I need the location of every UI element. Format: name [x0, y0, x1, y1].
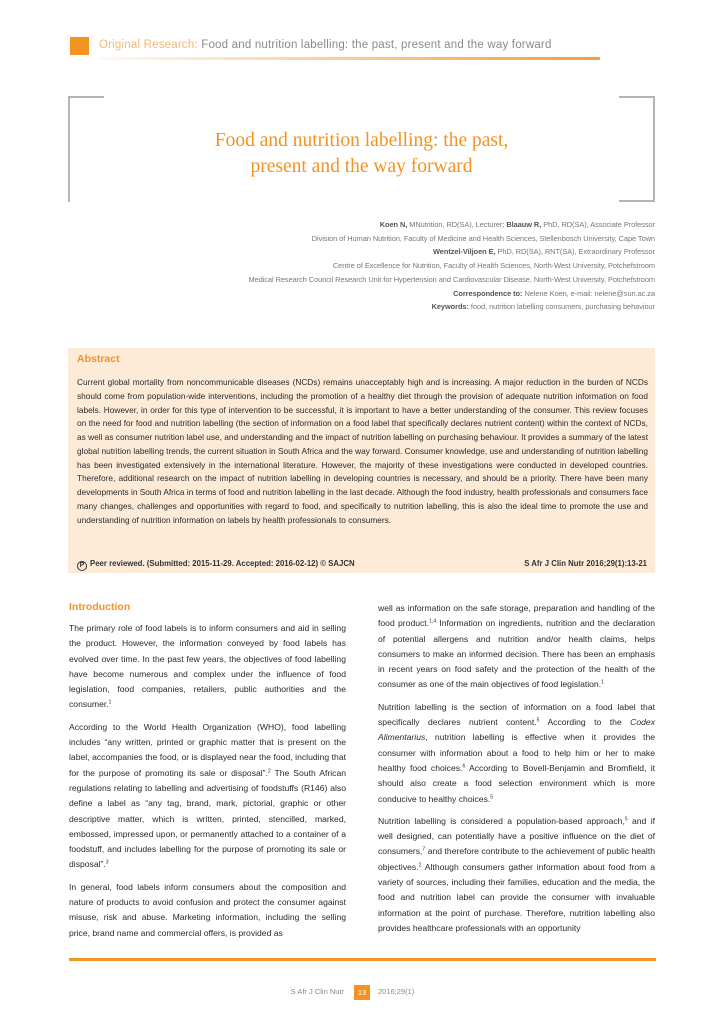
- reference-marker[interactable]: 2: [267, 768, 271, 775]
- article-title-line-1: Food and nutrition labelling: the past,: [214, 130, 509, 151]
- correspondence: [95, 287, 655, 301]
- paragraph-text: The primary role of food labels is to inform consumers and aid in selling the product. However, the information conveyed by food labels has evolved over time. In the past few years, the objectives of food labelling have become numerous and complex under the influence of food legislation, food companies, retailers, public authorities and the consumer.: [69, 623, 346, 710]
- title-box: [68, 96, 655, 202]
- keywords-label: Keywords:: [431, 302, 469, 312]
- citation: S Afr J Clin Nutr 2016;29(1):13-21: [524, 559, 647, 568]
- paragraph-text: and therefore contribute to the achievement of public health objectives.: [378, 846, 655, 872]
- peer-review-note: [77, 559, 355, 571]
- body-column-left: [69, 600, 346, 948]
- section-heading-introduction: Introduction: [69, 601, 131, 613]
- footer-rule: [69, 958, 656, 961]
- author-name: Blaauw R,: [506, 220, 542, 229]
- paragraph-text: Nutrition labelling is the section of information on a food label that specifically declares nutrient content.: [378, 701, 655, 728]
- reference-marker[interactable]: 5: [624, 816, 628, 823]
- footer-journal: S Afr J Clin Nutr: [290, 987, 344, 996]
- affiliation: Division of Human Nutrition, Faculty of Medicine and Health Sciences, Stellenbosch University, Cape Town: [311, 233, 655, 243]
- article-type-label: Original Research:: [99, 39, 198, 51]
- reference-marker[interactable]: 3: [105, 859, 109, 866]
- italic-term: Codex Alimentarius: [378, 717, 656, 743]
- abstract-heading: Abstract: [77, 353, 120, 365]
- reference-marker[interactable]: 5: [490, 794, 494, 801]
- paragraph-text: well as information on the safe storage, preparation and handling of the food product.: [378, 603, 655, 629]
- correspondence-email[interactable]: Nelene Koen, e-mail: nelene@sun.ac.za: [522, 288, 655, 298]
- paragraph: [69, 621, 346, 713]
- header-rule: [99, 57, 600, 60]
- running-header: [70, 37, 600, 57]
- page-number: 13: [354, 985, 370, 1000]
- keywords: [95, 300, 655, 314]
- author-name: Koen N,: [379, 220, 408, 229]
- paragraph-text: In general, food labels inform consumers about the composition and nature of products to avoid confusion and protect the consumer against misuse, risk and abuse. Marketing information, including the selling price, brand name and commercial offers, is provided as: [69, 881, 346, 938]
- paragraph-text: Although consumers gather information about food from a variety of sources, including their families, education and the media, the food and nutrition label can provide the consumer with invaluable information at the point of purchase. Therefore, nutrition labelling also provides healthcare professionals with an opportunity: [378, 861, 655, 933]
- body-column-right: [378, 601, 655, 943]
- author-credentials: MNutrition, RD(SA), Lecturer;: [407, 220, 507, 229]
- paragraph: [378, 601, 655, 693]
- paragraph-text: and if well designed, can potentially have a positive influence on the diet of consumers,: [378, 815, 655, 857]
- footer-volume: 2016;29(1): [378, 987, 415, 996]
- paragraph-text: Information on ingredients, nutrition and the declaration of potential allergens and nutrition and/or health claims, helps consumers to make an informed decision. There has been an emphasis in recent years on food safety and the protection of the health of the consumer as one of the main objectives of food legislation.: [378, 618, 655, 690]
- paragraph-text: The South African regulations relating to labelling and advertising of foodstuffs (R146) also define a label as “any tag, brand, mark, pictorial, graphic or other descriptive matter, which is written, printed, stencilled, marked, embossed, impressed upon, or permanently attached to a container of a foodstuff, and includes labelling for the purpose of promoting its sale or disposal”.: [69, 767, 347, 870]
- paragraph-text: According to the World Health Organization (WHO), food labelling includes “any written, printed or graphic matter that is present on the label, accompanies the food, or is displayed near the food, including that for the purpose of promoting its sale or disposal”.: [69, 721, 346, 778]
- author-line-2: [95, 245, 655, 259]
- reference-marker[interactable]: 1: [601, 679, 604, 686]
- paragraph-text: According to the: [539, 717, 631, 728]
- paragraph: [378, 700, 655, 807]
- correspondence-label: Correspondence to:: [453, 288, 523, 298]
- author-line-1: [95, 218, 655, 232]
- author-name: Wentzel-Viljoen E,: [433, 247, 496, 257]
- paragraph: [69, 720, 346, 873]
- paragraph-text: According to Bovell-Benjamin and Bromfield, it should also create a food selection environment which is more conducive to healthy choices.: [378, 762, 655, 804]
- peer-review-text: Peer reviewed. (Submitted: 2015-11-29. Accepted: 2016-02-12) © SAJCN: [90, 559, 355, 568]
- running-title-text: Food and nutrition labelling: the past, present and the way forward: [197, 39, 552, 51]
- author-credentials: PhD, RD(SA), RNT(SA), Extraordinary Professor: [495, 247, 655, 257]
- affiliation: Medical Research Council Research Unit for Hypertension and Cardiovascular Disease, North-West University, Potchefstroom: [248, 274, 655, 284]
- reference-marker[interactable]: 2: [418, 862, 422, 869]
- paragraph: [378, 814, 655, 936]
- paragraph: [69, 880, 346, 941]
- reference-marker[interactable]: 1,4: [429, 618, 437, 625]
- abstract-box: [68, 348, 655, 573]
- reference-marker[interactable]: 5: [536, 717, 540, 724]
- abstract-text: Current global mortality from noncommunicable diseases (NCDs) remains unacceptably high and is increasing. A major reduction in the burden of NCDs should come from population-wide interventions, including the promotion of a healthy diet through the provision of adequate nutrition information on food labels. However, in order for this type of intervention to be successful, it is important to have a better understanding of the consumer. This review focuses on the need for food and nutrition labelling (the section of information on a food label that specifically declares nutrient content) within the context of NCDs, as well as consumer nutrition label use, and understanding and the impact of nutrition labelling on purchasing behaviour. It provides a summary of the latest global nutrition labelling trends, the current situation in South Africa and the way forward. Consumer knowledge, use and understanding of nutrition labelling has been investigated extensively in the international literature. However, the majority of these investigations were conducted in developed countries. Therefore, additional research on the impact of nutrition labelling in developing countries is necessary, and should be a priority. There have been many developments in South Africa in terms of food and nutrition labelling in the last decade. Although the food industry, health professionals and consumers face many changes, challenges and opportunities with regard to food, and specifically to nutrition labelling, this is also the ideal time to promote the use and understanding of nutrition information on labels by health professionals to consumers.: [77, 377, 648, 525]
- paragraph-text: , nutrition labelling is effective when it provides the consumer with information about a food to help him or her to make healthy food choices.: [378, 732, 655, 773]
- paragraph-text: Nutrition labelling is considered a population-based approach,: [378, 815, 625, 826]
- peer-reviewed-icon: P: [77, 561, 87, 571]
- author-credentials: PhD, RD(SA), Associate Professor: [541, 220, 655, 229]
- affiliation: Centre of Excellence for Nutrition, Faculty of Health Sciences, North-West University, Potchefstroom: [332, 261, 655, 271]
- article-title: [68, 128, 655, 180]
- author-block: [95, 218, 655, 314]
- article-title-line-2: present and the way forward: [250, 156, 473, 177]
- page-footer: [0, 985, 724, 1000]
- keywords-text: food, nutrition labelling consumers, purchasing behaviour: [468, 302, 655, 312]
- reference-marker[interactable]: 7: [422, 846, 426, 853]
- running-title: [99, 39, 552, 51]
- reference-marker[interactable]: 1: [108, 699, 112, 706]
- reference-marker[interactable]: 6: [462, 763, 466, 770]
- section-marker-square: [70, 37, 89, 55]
